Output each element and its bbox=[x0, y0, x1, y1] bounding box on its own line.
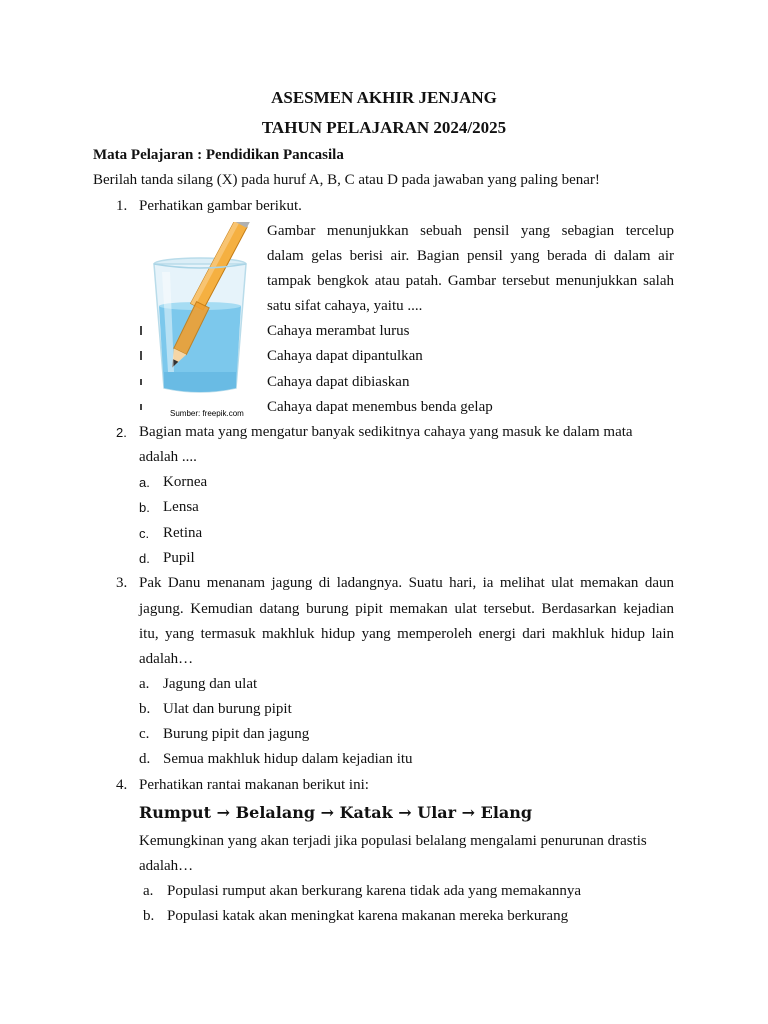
pencil-in-glass-illustration bbox=[140, 222, 262, 422]
title-line-1: ASESMEN AKHIR JENJANG bbox=[271, 88, 497, 107]
q3-letter-d: d. bbox=[139, 751, 151, 767]
q2-number: 2. bbox=[116, 425, 127, 440]
q2-letter-d: d. bbox=[139, 551, 150, 566]
q3-text-line-2: jagung. Kemudian datang burung pipit memakan ulat tersebut. Berdasarkan kejadian bbox=[139, 601, 674, 617]
image-caption: Sumber: freepik.com bbox=[170, 409, 244, 418]
q4-letter-a: a. bbox=[143, 883, 154, 899]
q1-option-c: Cahaya dapat dibiaskan bbox=[267, 374, 410, 390]
q3-text-line-4: adalah… bbox=[139, 651, 194, 667]
q3-number: 3. bbox=[116, 575, 128, 591]
q4-text-line-2: adalah… bbox=[139, 858, 194, 874]
q1-text-line-4: satu sifat cahaya, yaitu .... bbox=[267, 298, 423, 314]
q1-option-b: Cahaya dapat dipantulkan bbox=[267, 348, 423, 364]
q2-letter-b: b. bbox=[139, 500, 150, 515]
q3-option-b: Ulat dan burung pipit bbox=[163, 701, 292, 717]
q4-option-b: Populasi katak akan meningkat karena makanan mereka berkurang bbox=[167, 908, 569, 924]
q4-number: 4. bbox=[116, 777, 128, 793]
title-line-2: TAHUN PELAJARAN 2024/2025 bbox=[261, 118, 507, 137]
q2-option-c: Retina bbox=[163, 525, 203, 541]
q2-option-a: Kornea bbox=[163, 474, 208, 490]
q3-letter-c: c. bbox=[139, 726, 150, 742]
q2-option-d: Pupil bbox=[163, 550, 195, 566]
q1-option-a: Cahaya merambat lurus bbox=[267, 323, 410, 339]
q2-option-b: Lensa bbox=[163, 499, 199, 515]
q4-letter-b: b. bbox=[143, 908, 155, 924]
q2-text-line-2: adalah .... bbox=[139, 449, 197, 465]
q3-option-c: Burung pipit dan jagung bbox=[163, 726, 310, 742]
q1-number: 1. bbox=[116, 198, 128, 214]
q3-option-d: Semua makhluk hidup dalam kejadian itu bbox=[163, 751, 413, 767]
food-chain: Rumput → Belalang → Katak → Ular → Elang bbox=[139, 803, 533, 822]
q3-letter-b: b. bbox=[139, 701, 151, 717]
subject-line: Mata Pelajaran : Pendidikan Pancasila bbox=[93, 147, 344, 163]
q1-option-d: Cahaya dapat menembus benda gelap bbox=[267, 399, 493, 415]
q4-prompt: Perhatikan rantai makanan berikut ini: bbox=[139, 777, 369, 793]
q1-text-line-1: Gambar menunjukkan sebuah pensil yang sebagian tercelup bbox=[267, 223, 674, 239]
q4-option-a: Populasi rumput akan berkurang karena tidak ada yang memakannya bbox=[167, 883, 582, 899]
q2-letter-c: c. bbox=[139, 526, 150, 541]
q4-text-line-1: Kemungkinan yang akan terjadi jika populasi belalang mengalami penurunan drastis bbox=[139, 833, 647, 849]
q1-prompt: Perhatikan gambar berikut. bbox=[139, 198, 302, 214]
q3-text-line-3: itu, yang termasuk makhluk hidup yang memperoleh energi dari makhluk hidup lain bbox=[139, 626, 674, 642]
q2-text-line-1: Bagian mata yang mengatur banyak sedikitnya cahaya yang masuk ke dalam mata bbox=[139, 424, 633, 440]
q2-letter-a: a. bbox=[139, 475, 150, 490]
q3-letter-a: a. bbox=[139, 676, 150, 692]
q3-text-line-1: Pak Danu menanam jagung di ladangnya. Suatu hari, ia melihat ulat memakan daun bbox=[139, 575, 674, 591]
q1-text-line-2: dalam gelas berisi air. Bagian pensil yang berada di dalam air bbox=[267, 248, 674, 264]
q1-text-line-3: tampak bengkok atau patah. Gambar tersebut menunjukkan salah bbox=[267, 273, 674, 289]
q3-option-a: Jagung dan ulat bbox=[163, 676, 258, 692]
instruction-line: Berilah tanda silang (X) pada huruf A, B, C atau D pada jawaban yang paling benar! bbox=[93, 172, 600, 188]
